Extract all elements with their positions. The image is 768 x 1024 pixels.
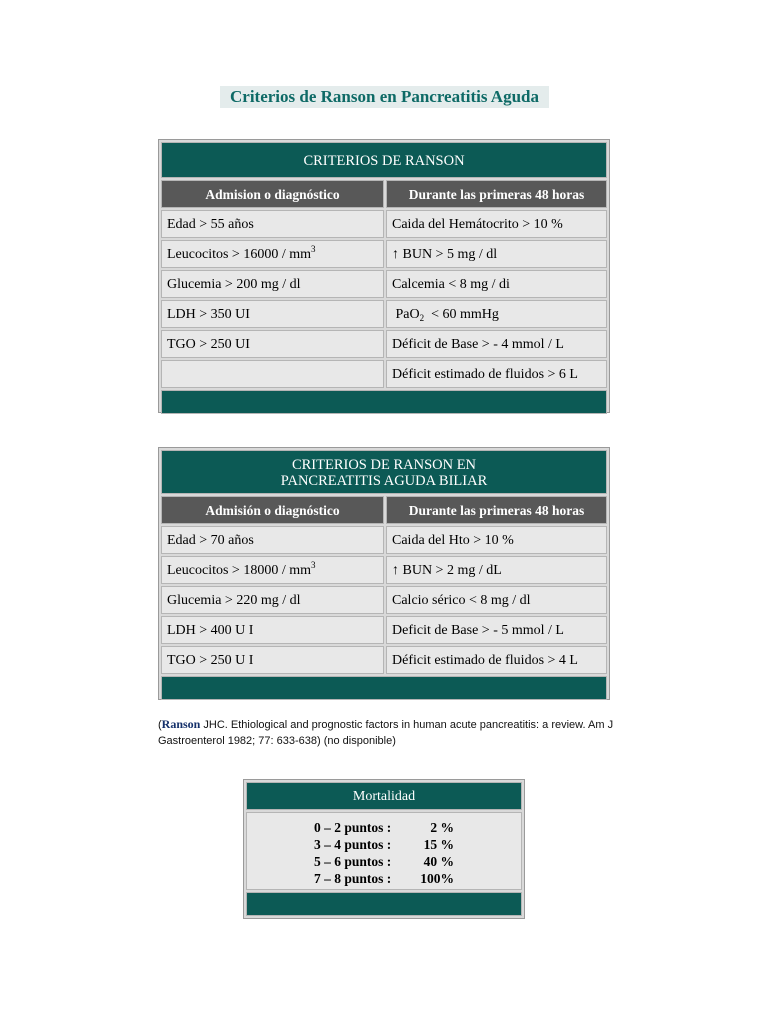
mortality-percent: 100%: [420, 871, 454, 886]
ranson-biliary-criteria-table: [158, 447, 610, 700]
mortality-row: [247, 870, 521, 887]
mortality-percent: 2 %: [430, 820, 454, 835]
leucocitos-text: Leucocitos > 16000 / mm: [167, 247, 311, 262]
table-row: [161, 240, 607, 268]
table-row: [161, 616, 607, 644]
admission-criterion: [161, 556, 384, 584]
table-row: [161, 646, 607, 674]
table-row: [161, 330, 607, 358]
table-header: [161, 450, 607, 494]
reference-text: JHC. Ethiological and prognostic factors in human acute pancreatitis: a review. Am J Gastroenterol 1982; 77: 633-638) (no disponible): [158, 719, 614, 747]
admission-criterion: TGO > 250 U I: [161, 646, 384, 674]
admission-criterion: TGO > 250 UI: [161, 330, 384, 358]
table-footer: [161, 676, 607, 700]
48h-criterion: Deficit de Base > - 5 mmol / L: [386, 616, 607, 644]
admission-criterion: Glucemia > 200 mg / dl: [161, 270, 384, 298]
table-row: [161, 300, 607, 328]
mortality-points: 7 – 8 puntos :: [314, 871, 392, 886]
admission-criterion: Edad > 55 años: [161, 210, 384, 238]
pao-text: PaO: [392, 307, 420, 322]
ranson-criteria-table: [158, 139, 610, 413]
leucocitos-text: Leucocitos > 18000 / mm: [167, 563, 311, 578]
subscript: 2: [419, 313, 425, 323]
table-header: CRITERIOS DE RANSON: [161, 142, 607, 178]
table-header-line1: CRITERIOS DE RANSON EN: [291, 457, 477, 473]
48h-criterion: ↑ BUN > 2 mg / dL: [386, 556, 607, 584]
column-header-row: [161, 496, 607, 524]
table-row: [161, 526, 607, 554]
mortality-percent: 15 %: [423, 837, 454, 852]
admission-criterion: LDH > 350 UI: [161, 300, 384, 328]
admission-criterion: LDH > 400 U I: [161, 616, 384, 644]
reference-open-paren: (: [158, 719, 162, 731]
admission-criterion: Glucemia > 220 mg / dl: [161, 586, 384, 614]
mortality-body: [246, 812, 522, 890]
mortality-table: [243, 779, 525, 919]
column-header-row: [161, 180, 607, 208]
admission-criterion: [161, 240, 384, 268]
column-header-48h: Durante las primeras 48 horas: [386, 496, 607, 524]
mortality-footer: [246, 892, 522, 916]
48h-criterion: Déficit estimado de fluidos > 4 L: [386, 646, 607, 674]
column-header-admission: Admisión o diagnóstico: [161, 496, 384, 524]
48h-criterion: Caida del Hto > 10 %: [386, 526, 607, 554]
superscript: 3: [311, 244, 316, 254]
table-header-line2: PANCREATITIS AGUDA BILIAR: [280, 473, 488, 489]
page-title: Criterios de Ranson en Pancreatitis Aguda: [220, 86, 549, 108]
reference-citation: [158, 716, 658, 749]
mortality-points: 0 – 2 puntos :: [314, 820, 392, 835]
table-row: [161, 556, 607, 584]
table-row: [161, 360, 607, 388]
48h-criterion: Calcio sérico < 8 mg / dl: [386, 586, 607, 614]
mortality-row: [247, 853, 521, 870]
mortality-percent: 40 %: [423, 854, 454, 869]
48h-criterion: Caida del Hemátocrito > 10 %: [386, 210, 607, 238]
mortality-points: 3 – 4 puntos :: [314, 837, 392, 852]
pao-value: < 60 mmHg: [424, 307, 499, 322]
mortality-points: 5 – 6 puntos :: [314, 854, 392, 869]
48h-criterion: Calcemia < 8 mg / di: [386, 270, 607, 298]
48h-criterion: Déficit estimado de fluidos > 6 L: [386, 360, 607, 388]
mortality-row: [247, 836, 521, 853]
reference-author-link[interactable]: Ranson: [161, 717, 201, 731]
48h-criterion: ↑ BUN > 5 mg / dl: [386, 240, 607, 268]
mortality-header: Mortalidad: [246, 782, 522, 810]
table-footer: [161, 390, 607, 414]
table-row: [161, 270, 607, 298]
mortality-row: [247, 819, 521, 836]
column-header-admission: Admision o diagnóstico: [161, 180, 384, 208]
superscript: 3: [311, 560, 316, 570]
admission-criterion-empty: [161, 360, 384, 388]
table-row: [161, 586, 607, 614]
48h-criterion: [386, 300, 607, 328]
admission-criterion: Edad > 70 años: [161, 526, 384, 554]
48h-criterion: Déficit de Base > - 4 mmol / L: [386, 330, 607, 358]
column-header-48h: Durante las primeras 48 horas: [386, 180, 607, 208]
table-row: [161, 210, 607, 238]
